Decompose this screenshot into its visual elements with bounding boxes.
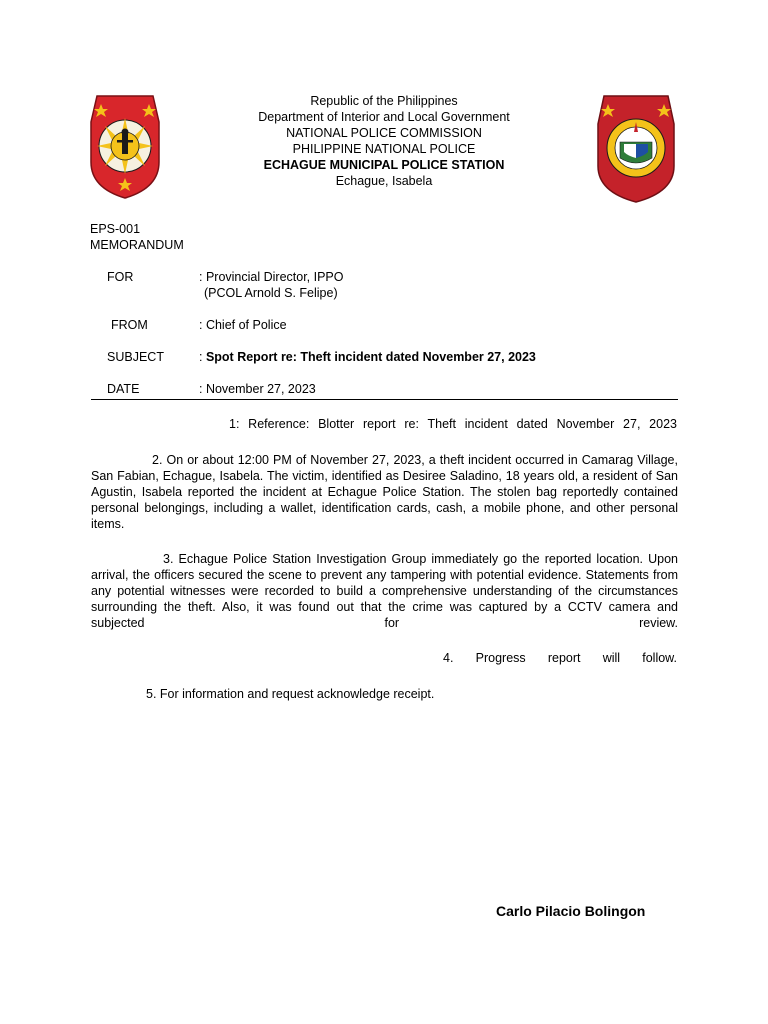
signatory-name: Carlo Pilacio Bolingon bbox=[496, 903, 646, 919]
from-label: FROM bbox=[111, 318, 148, 332]
memo-type: MEMORANDUM bbox=[90, 238, 184, 252]
pnp-seal-logo bbox=[89, 92, 161, 200]
for-value: : Provincial Director, IPPO bbox=[199, 270, 344, 284]
letterhead-station: ECHAGUE MUNICIPAL POLICE STATION bbox=[263, 158, 505, 172]
letterhead-commission: NATIONAL POLICE COMMISSION bbox=[286, 126, 482, 140]
subject-label: SUBJECT bbox=[107, 350, 164, 364]
memo-code: EPS-001 bbox=[90, 222, 141, 236]
paragraph-investigation: 3. Echague Police Station Investigation Group immediately go the reported location. Upon arrival, the officers secured the scene to prevent any tampering with potential evidence. Statements from any potential witnesses were recorded to build a comprehensive understanding of the circumstances surrounding the theft. Also, it was found out that the crime was captured by a CCTV camera and subjected for review. bbox=[91, 552, 678, 630]
subject-value bbox=[199, 349, 536, 365]
paragraph-acknowledge: 5. For information and request acknowledge receipt. bbox=[146, 687, 435, 701]
header-divider bbox=[91, 399, 678, 400]
letterhead-department: Department of Interior and Local Government bbox=[258, 110, 510, 124]
letterhead-location: Echague, Isabela bbox=[335, 174, 433, 188]
paragraph-reference: 1: Reference: Blotter report re: Theft incident dated November 27, 2023 bbox=[229, 417, 677, 431]
letterhead-republic: Republic of the Philippines bbox=[310, 94, 458, 108]
letterhead-pnp: PHILIPPINE NATIONAL POLICE bbox=[292, 142, 476, 156]
paragraph-incident: 2. On or about 12:00 PM of November 27, 2023, a theft incident occurred in Camarag Village, San Fabian, Echague, Isabela. The victim, identified as Desiree Saladino, 18 years old, a resident of San Agustin, Isabela reported the incident at Echague Police Station. The stolen bag reportedly contained personal belongings, including a wallet, identification cards, cash, a mobile phone, and other personal items. bbox=[91, 453, 678, 531]
date-value: : November 27, 2023 bbox=[199, 382, 316, 396]
for-value-name: (PCOL Arnold S. Felipe) bbox=[204, 286, 338, 300]
date-label: DATE bbox=[107, 382, 140, 396]
letterhead bbox=[220, 93, 548, 189]
for-label: FOR bbox=[107, 270, 134, 284]
paragraph-progress: 4. Progress report will follow. bbox=[443, 651, 677, 665]
subject-text: Spot Report re: Theft incident dated November 27, 2023 bbox=[205, 350, 536, 364]
regional-police-seal-logo bbox=[596, 92, 676, 204]
subject-colon: : bbox=[199, 350, 206, 364]
memo-reference bbox=[90, 221, 184, 253]
from-value: : Chief of Police bbox=[199, 318, 287, 332]
